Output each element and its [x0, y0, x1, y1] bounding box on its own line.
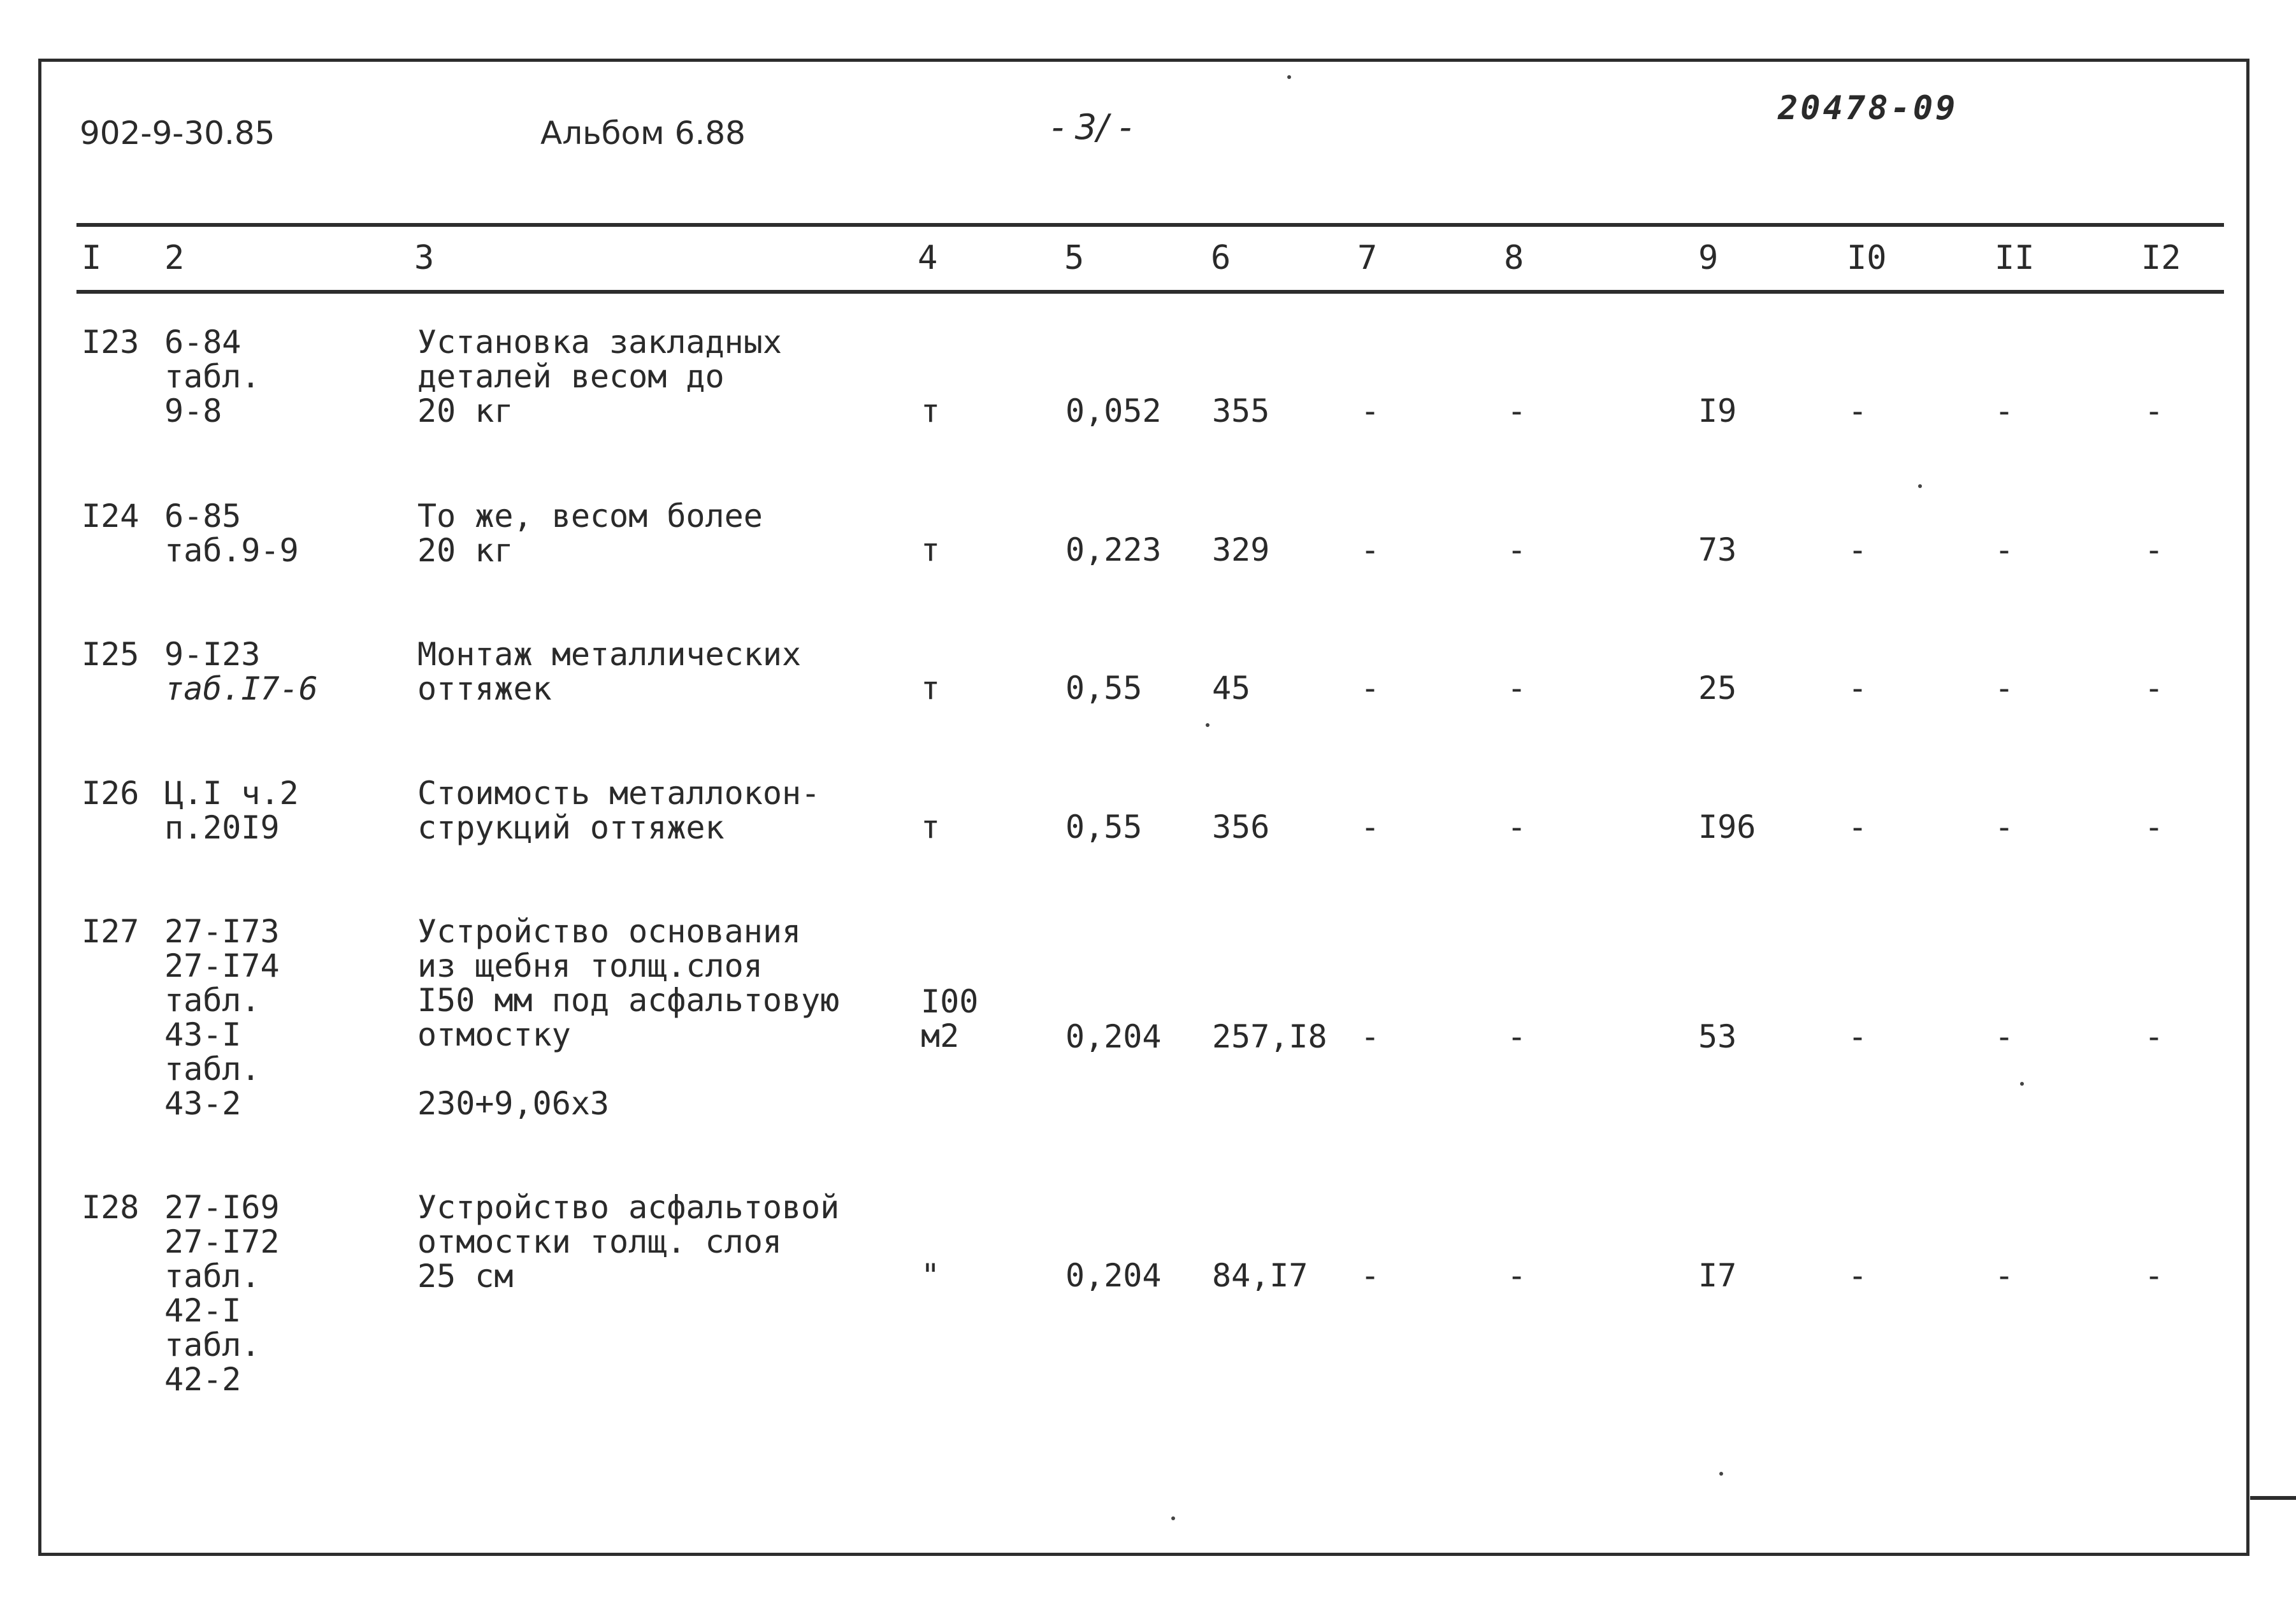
row-number: I27 [82, 913, 140, 950]
unit-price: 84,I7 [1212, 1257, 1308, 1294]
work-description: Установка закладных деталей весом до 20 кг [417, 324, 782, 429]
col7-value: - [1361, 670, 1380, 707]
column-number-3: 3 [414, 239, 435, 277]
row-number: I24 [82, 498, 140, 535]
quantity: 0,55 [1065, 670, 1143, 707]
norm-reference: 6-85 таб.9-9 [164, 498, 299, 569]
quantity: 0,052 [1065, 392, 1162, 429]
total-value: 25 [1698, 670, 1737, 707]
col12-value: - [2144, 670, 2164, 707]
norm-reference: Ц.I ч.2 п.20I9 [164, 775, 299, 846]
col8-value: - [1507, 392, 1527, 429]
unit-price: 329 [1212, 531, 1270, 568]
unit-price: 45 [1212, 670, 1251, 707]
unit: т [921, 392, 941, 429]
column-number-6: 6 [1211, 239, 1231, 277]
total-value: I96 [1698, 809, 1756, 845]
quantity: 0,204 [1065, 1257, 1162, 1294]
column-number-8: 8 [1504, 239, 1524, 277]
work-description: Монтаж металлических оттяжек [417, 636, 802, 707]
quantity: 0,223 [1065, 531, 1162, 568]
col12-value: - [2144, 392, 2164, 429]
document-frame [38, 59, 2249, 1556]
scan-speck [1206, 723, 1209, 727]
column-number-7: 7 [1357, 239, 1378, 277]
col10-value: - [1848, 531, 1868, 568]
scan-speck [1918, 484, 1922, 488]
col7-value: - [1361, 1257, 1380, 1294]
unit-price: 356 [1212, 809, 1270, 845]
work-description: Стоимость металлокон- струкций оттяжек [417, 775, 821, 846]
col7-value: - [1361, 809, 1380, 845]
col10-value: - [1848, 1018, 1868, 1055]
col11-value: - [1995, 392, 2014, 429]
col11-value: - [1995, 531, 2014, 568]
work-description: То же, весом более 20 кг [417, 498, 763, 569]
column-number-9: 9 [1698, 239, 1719, 277]
work-description: Устройство основания из щебня толщ.слоя I50 мм под асфальтовую отмостку [417, 913, 840, 1053]
scan-speck [1719, 1472, 1723, 1476]
norm-reference-line: таб.I7-6 [164, 670, 318, 707]
column-number-4: 4 [918, 239, 938, 277]
scan-speck [1171, 1516, 1175, 1520]
column-number-1: I [82, 239, 102, 277]
work-description: Устройство асфальтовой отмостки толщ. слоя 25 см [417, 1189, 840, 1295]
col11-value: - [1995, 1257, 2014, 1294]
col12-value: - [2144, 809, 2164, 845]
unit-price: 257,I8 [1212, 1018, 1327, 1055]
col10-value: - [1848, 670, 1868, 707]
unit: т [921, 670, 941, 707]
registration-stamp: 20478-09 [1778, 89, 1958, 127]
norm-reference [164, 637, 318, 706]
scan-speck [2020, 1082, 2024, 1086]
col8-value: - [1507, 1018, 1527, 1055]
column-number-11: II [1995, 239, 2035, 277]
frame-edge-mark [2250, 1496, 2296, 1500]
total-value: 53 [1698, 1018, 1737, 1055]
col7-value: - [1361, 392, 1380, 429]
column-number-5: 5 [1064, 239, 1085, 277]
col12-value: - [2144, 1018, 2164, 1055]
col12-value: - [2144, 1257, 2164, 1294]
col12-value: - [2144, 531, 2164, 568]
row-number: I23 [82, 324, 140, 361]
col8-value: - [1507, 809, 1527, 845]
column-number-12: I2 [2141, 239, 2181, 277]
col7-value: - [1361, 531, 1380, 568]
norm-reference: 27-I73 27-I74 табл. 43-I табл. 43-2 [164, 913, 280, 1122]
header-rule-bottom [76, 290, 2224, 294]
unit: I00 м2 [921, 983, 979, 1054]
header-rule-top [76, 223, 2224, 227]
col11-value: - [1995, 670, 2014, 707]
col8-value: - [1507, 1257, 1527, 1294]
quantity: 0,55 [1065, 809, 1143, 845]
norm-reference: 6-84 табл. 9-8 [164, 324, 261, 429]
norm-reference-line: 9-I23 [164, 636, 261, 673]
col11-value: - [1995, 809, 2014, 845]
col11-value: - [1995, 1018, 2014, 1055]
quantity: 0,204 [1065, 1018, 1162, 1055]
column-number-10: I0 [1847, 239, 1887, 277]
row-number: I28 [82, 1189, 140, 1226]
unit-price: 355 [1212, 392, 1270, 429]
album-number: Альбом 6.88 [540, 115, 746, 152]
norm-reference: 27-I69 27-I72 табл. 42-I табл. 42-2 [164, 1189, 280, 1398]
calculation-note: 230+9,06x3 [417, 1085, 610, 1122]
row-number: I25 [82, 636, 140, 673]
col10-value: - [1848, 392, 1868, 429]
col7-value: - [1361, 1018, 1380, 1055]
unit: " [921, 1257, 941, 1294]
scan-speck [1287, 75, 1291, 79]
page-number: - 3/ - [1051, 107, 1132, 147]
document-code: 902-9-30.85 [80, 115, 275, 152]
col10-value: - [1848, 809, 1868, 845]
col8-value: - [1507, 531, 1527, 568]
unit: т [921, 531, 941, 568]
col10-value: - [1848, 1257, 1868, 1294]
unit: т [921, 809, 941, 845]
total-value: I7 [1698, 1257, 1737, 1294]
total-value: 73 [1698, 531, 1737, 568]
column-number-2: 2 [164, 239, 185, 277]
total-value: I9 [1698, 392, 1737, 429]
col8-value: - [1507, 670, 1527, 707]
row-number: I26 [82, 775, 140, 812]
